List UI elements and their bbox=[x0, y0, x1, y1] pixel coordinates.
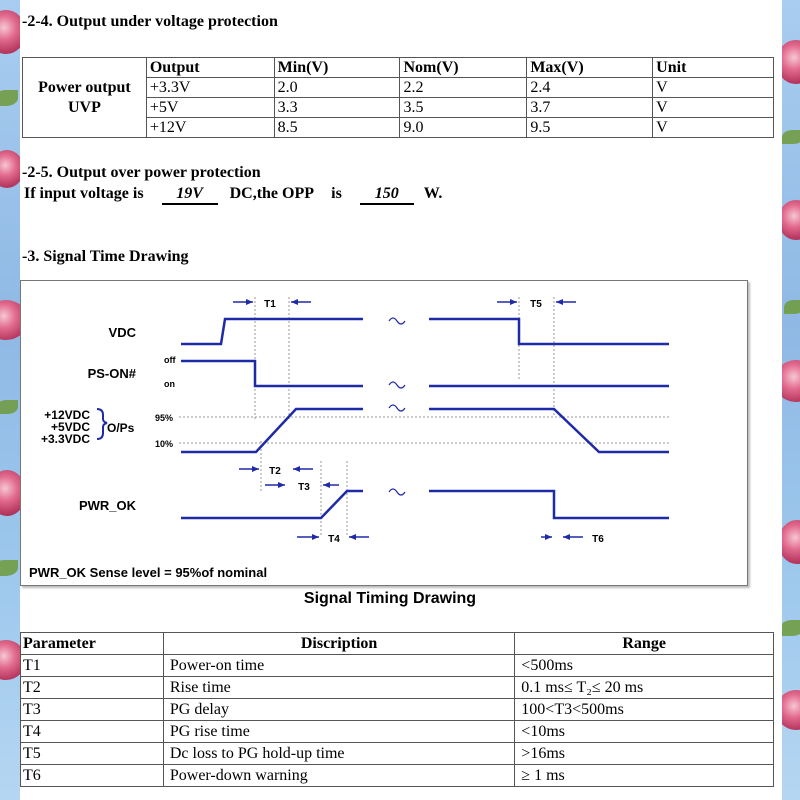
param-row bbox=[21, 743, 774, 765]
opp-sentence bbox=[24, 185, 442, 205]
uvp-table bbox=[22, 57, 774, 138]
param-cell: T6 bbox=[21, 765, 164, 787]
pson-off-label: off bbox=[164, 355, 176, 365]
t3-label: T3 bbox=[298, 482, 310, 493]
param-row bbox=[21, 699, 774, 721]
opp-mid: DC,the OPP bbox=[229, 185, 314, 202]
break-marks bbox=[389, 318, 405, 495]
timing-svg bbox=[21, 281, 747, 585]
uvp-cell: +3.3V bbox=[146, 78, 274, 98]
param-header-row bbox=[21, 633, 774, 655]
pwrok-trace bbox=[181, 491, 363, 518]
uvp-cell: 3.3 bbox=[274, 98, 400, 118]
sense-note: PWR_OK Sense level = 95%of nominal bbox=[29, 565, 268, 580]
uvp-cell: +12V bbox=[146, 118, 274, 138]
pson-label: PS-ON# bbox=[87, 366, 136, 381]
param-header-cell: Range bbox=[515, 633, 774, 655]
param-cell: Power-down warning bbox=[163, 765, 514, 787]
param-cell: >16ms bbox=[515, 743, 774, 765]
uvp-header-cell: Min(V) bbox=[274, 58, 400, 78]
uvp-row-label bbox=[23, 58, 147, 138]
uvp-header-row bbox=[23, 58, 774, 78]
vdc-trace-after bbox=[429, 319, 669, 344]
out-12v-label: +12VDC bbox=[44, 408, 90, 422]
input-voltage-value: 19V bbox=[162, 185, 218, 205]
level-10-label: 10% bbox=[155, 439, 174, 449]
pwrok-trace-after bbox=[429, 491, 669, 518]
uvp-cell: 9.0 bbox=[400, 118, 527, 138]
pwrok-break bbox=[389, 489, 405, 495]
pwrok-label: PWR_OK bbox=[78, 498, 136, 513]
pson-trace bbox=[181, 361, 363, 386]
param-cell: T4 bbox=[21, 721, 164, 743]
ops-break bbox=[389, 405, 405, 411]
param-cell: T5 bbox=[21, 743, 164, 765]
param-cell: PG rise time bbox=[163, 721, 514, 743]
uvp-header-cell: Nom(V) bbox=[400, 58, 527, 78]
uvp-cell: V bbox=[653, 78, 774, 98]
uvp-cell: 8.5 bbox=[274, 118, 400, 138]
param-cell: <10ms bbox=[515, 721, 774, 743]
uvp-label-line1: Power output bbox=[38, 78, 131, 96]
pson-on-label: on bbox=[164, 379, 175, 389]
opp-unit: W. bbox=[423, 185, 443, 202]
param-cell: T1 bbox=[21, 655, 164, 677]
parameter-table bbox=[20, 632, 774, 787]
param-cell: PG delay bbox=[163, 699, 514, 721]
param-row bbox=[21, 677, 774, 699]
uvp-cell: V bbox=[653, 98, 774, 118]
param-row bbox=[21, 655, 774, 677]
vdc-label: VDC bbox=[108, 325, 136, 340]
opp-value: 150 bbox=[360, 185, 414, 205]
out-33v-label: +3.3VDC bbox=[40, 432, 90, 446]
vdc-trace bbox=[181, 319, 363, 344]
t2-label: T2 bbox=[269, 466, 281, 477]
level-95-label: 95% bbox=[155, 413, 174, 423]
param-cell: T3 bbox=[21, 699, 164, 721]
opp-heading: -2-5. Output over power protection bbox=[22, 164, 261, 181]
uvp-cell: 3.7 bbox=[527, 98, 653, 118]
uvp-heading: -2-4. Output under voltage protection bbox=[22, 13, 278, 30]
vdc-break bbox=[389, 318, 405, 324]
signal-timing-diagram bbox=[20, 280, 748, 586]
uvp-label-line2: UVP bbox=[67, 98, 101, 116]
param-cell: Power-on time bbox=[163, 655, 514, 677]
param-row bbox=[21, 765, 774, 787]
opp-is: is bbox=[331, 185, 342, 202]
out-5v-label: +5VDC bbox=[50, 420, 90, 434]
outputs-brace bbox=[97, 409, 107, 439]
ops-trace bbox=[181, 409, 363, 452]
signal-traces bbox=[181, 319, 669, 518]
uvp-cell: V bbox=[653, 118, 774, 138]
uvp-header-cell: Unit bbox=[653, 58, 774, 78]
guide-lines bbox=[179, 297, 671, 537]
param-cell: T2 bbox=[21, 677, 164, 699]
uvp-cell: +5V bbox=[146, 98, 274, 118]
param-cell: ≥ 1 ms bbox=[515, 765, 774, 787]
pson-break bbox=[389, 382, 405, 388]
figure-caption: Signal Timing Drawing bbox=[303, 590, 477, 607]
ops-trace-after bbox=[429, 409, 669, 452]
param-cell: 100<T3<500ms bbox=[515, 699, 774, 721]
param-header-cell: Discription bbox=[163, 633, 514, 655]
param-row bbox=[21, 721, 774, 743]
uvp-cell: 9.5 bbox=[527, 118, 653, 138]
uvp-cell: 2.4 bbox=[527, 78, 653, 98]
uvp-header-cell: Output bbox=[146, 58, 274, 78]
ops-label: O/Ps bbox=[107, 421, 135, 435]
param-cell: Dc loss to PG hold-up time bbox=[163, 743, 514, 765]
t5-label: T5 bbox=[530, 299, 542, 310]
param-cell: <500ms bbox=[515, 655, 774, 677]
uvp-cell: 2.0 bbox=[274, 78, 400, 98]
uvp-header-cell: Max(V) bbox=[527, 58, 653, 78]
uvp-cell: 3.5 bbox=[400, 98, 527, 118]
param-header-cell: Parameter bbox=[21, 633, 164, 655]
t6-label: T6 bbox=[592, 534, 604, 545]
param-cell: Rise time bbox=[163, 677, 514, 699]
uvp-cell: 2.2 bbox=[400, 78, 527, 98]
param-cell: 0.1 ms≤ T₂≤ 20 ms bbox=[515, 677, 774, 699]
opp-prefix: If input voltage is bbox=[24, 185, 144, 202]
t4-label: T4 bbox=[328, 534, 340, 545]
timing-heading: -3. Signal Time Drawing bbox=[22, 248, 189, 265]
t1-label: T1 bbox=[264, 299, 276, 310]
